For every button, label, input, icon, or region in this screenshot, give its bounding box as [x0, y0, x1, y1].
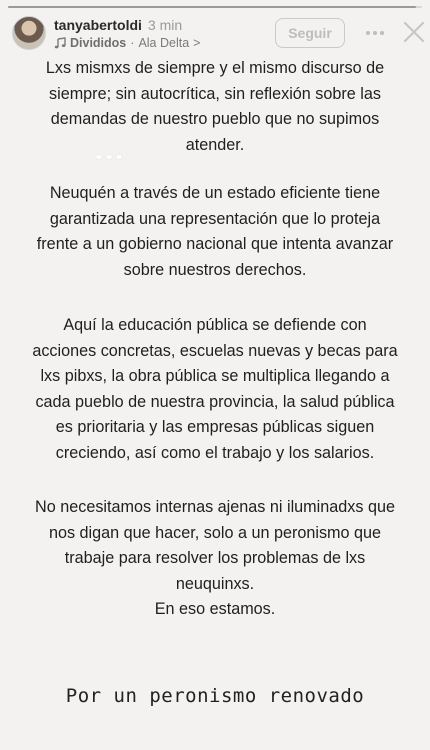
chevron-right-icon: >: [193, 36, 201, 50]
music-attribution[interactable]: [54, 36, 200, 50]
paragraph-4: No necesitamos internas ajenas ni iluminadxs que nos digan que hacer, solo a un peronismo que trabaje para resolver los problemas de lxs neuquinxs.: [35, 498, 395, 593]
paragraph-2: Neuquén a través de un estado eficiente tiene garantizada una representación que lo proteja frente a un gobierno nacional que intenta avanzar sobre nuestros derechos.: [36, 184, 394, 279]
paragraph-3: Aquí la educación pública se defiende con acciones concretas, escuelas nuevas y becas para lxs pibxs, la obra pública se multiplica llegando a cada pueblo de nuestra provincia, la salud pública es prioritaria y las empresas públicas siguen creciendo, así como el trabajo y los salarios.: [32, 316, 398, 462]
avatar[interactable]: [12, 16, 46, 50]
music-note-icon: [54, 37, 66, 49]
music-artist: Ala Delta: [138, 36, 190, 50]
music-separator: ·: [130, 36, 135, 50]
paragraph-4-last: En eso estamos.: [154, 600, 276, 618]
paragraph-4-block: [30, 495, 400, 623]
follow-button[interactable]: Seguir: [275, 18, 345, 48]
more-icon[interactable]: [364, 23, 386, 43]
user-line: [54, 17, 182, 33]
paragraph-1: Lxs mismxs de siempre y el mismo discurso de siempre; sin autocrítica, sin reflexión sobre las demandas de nuestro pueblo que no supimos atender.: [45, 59, 385, 154]
story-progress-fill: [8, 6, 416, 8]
closing-slogan: Por un peronismo renovado: [65, 685, 365, 707]
story-header: [12, 14, 420, 58]
post-time: 3 min: [147, 17, 183, 33]
story-progress-bar: [8, 6, 422, 8]
username[interactable]: tanyabertoldi: [54, 17, 142, 33]
music-title: Divididos: [70, 36, 127, 50]
close-icon[interactable]: [402, 20, 426, 44]
